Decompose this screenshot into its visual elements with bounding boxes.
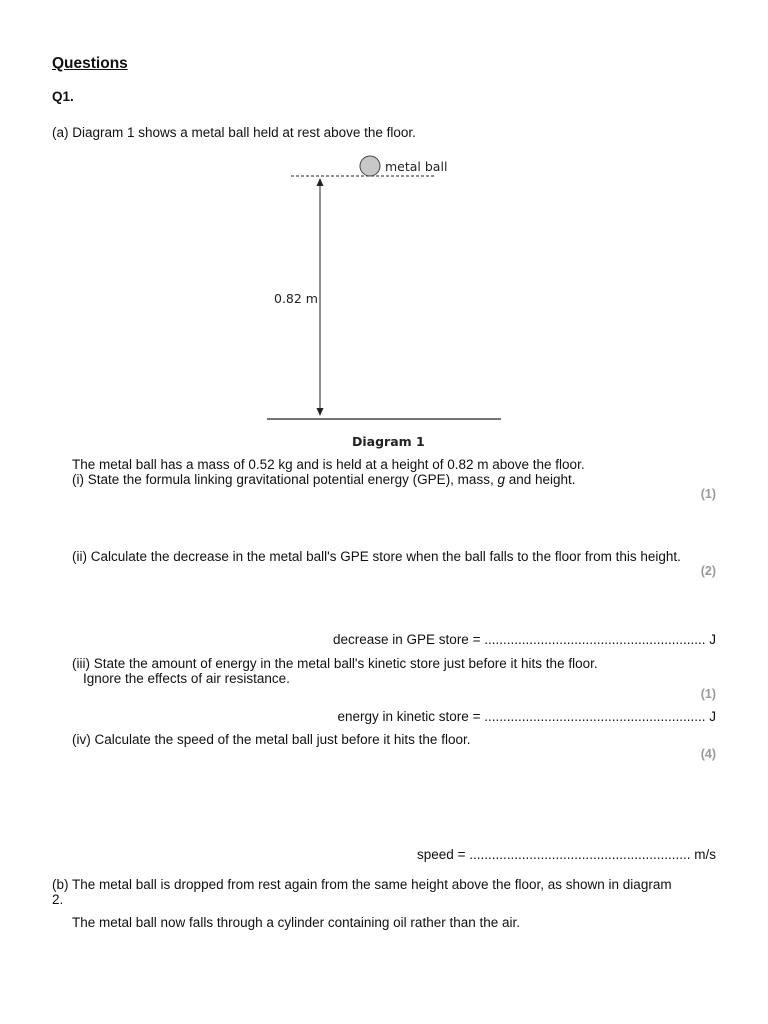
- part-b-intro-line2: 2.: [52, 892, 64, 907]
- question-i-text: [72, 472, 576, 487]
- ball-label: metal ball: [385, 159, 448, 174]
- question-i-text-before: (i) State the formula linking gravitational potential energy (GPE), mass,: [72, 472, 498, 487]
- question-i-g-symbol: g: [497, 472, 505, 487]
- question-iv-text: (iv) Calculate the speed of the metal ball just before it hits the floor.: [72, 732, 471, 747]
- question-number: Q1.: [52, 89, 74, 104]
- metal-ball-icon: [360, 156, 380, 176]
- part-a-intro: (a) Diagram 1 shows a metal ball held at rest above the floor.: [52, 125, 416, 140]
- question-i-text-after: and height.: [504, 472, 576, 487]
- gpe-answer-line[interactable]: decrease in GPE store = ........................................................... J: [333, 632, 716, 647]
- height-label: 0.82 m: [274, 291, 318, 306]
- part-b-intro-line1: (b) The metal ball is dropped from rest again from the same height above the floor, as shown in diagram: [52, 877, 672, 892]
- question-iii-marks: (1): [700, 687, 716, 701]
- arrow-head-down-icon: [317, 408, 324, 416]
- diagram-1: [0, 0, 768, 460]
- question-iii-line2: Ignore the effects of air resistance.: [83, 671, 290, 686]
- kinetic-answer-line[interactable]: energy in kinetic store = ........................................................... J: [337, 709, 716, 724]
- speed-answer-line[interactable]: speed = ........................................................... m/s: [417, 847, 716, 862]
- part-a-context: The metal ball has a mass of 0.52 kg and is held at a height of 0.82 m above the floor.: [72, 457, 585, 472]
- diagram-caption: Diagram 1: [352, 434, 425, 449]
- question-ii-marks: (2): [700, 564, 716, 578]
- page-heading: Questions: [52, 55, 128, 72]
- question-ii-text: (ii) Calculate the decrease in the metal ball's GPE store when the ball falls to the floor from this height.: [72, 549, 681, 564]
- part-b-context: The metal ball now falls through a cylinder containing oil rather than the air.: [72, 915, 521, 930]
- question-i-marks: (1): [700, 487, 716, 501]
- question-iv-marks: (4): [700, 747, 716, 761]
- arrow-head-up-icon: [317, 178, 324, 186]
- question-iii-line1: (iii) State the amount of energy in the metal ball's kinetic store just before it hits the floor.: [72, 656, 598, 671]
